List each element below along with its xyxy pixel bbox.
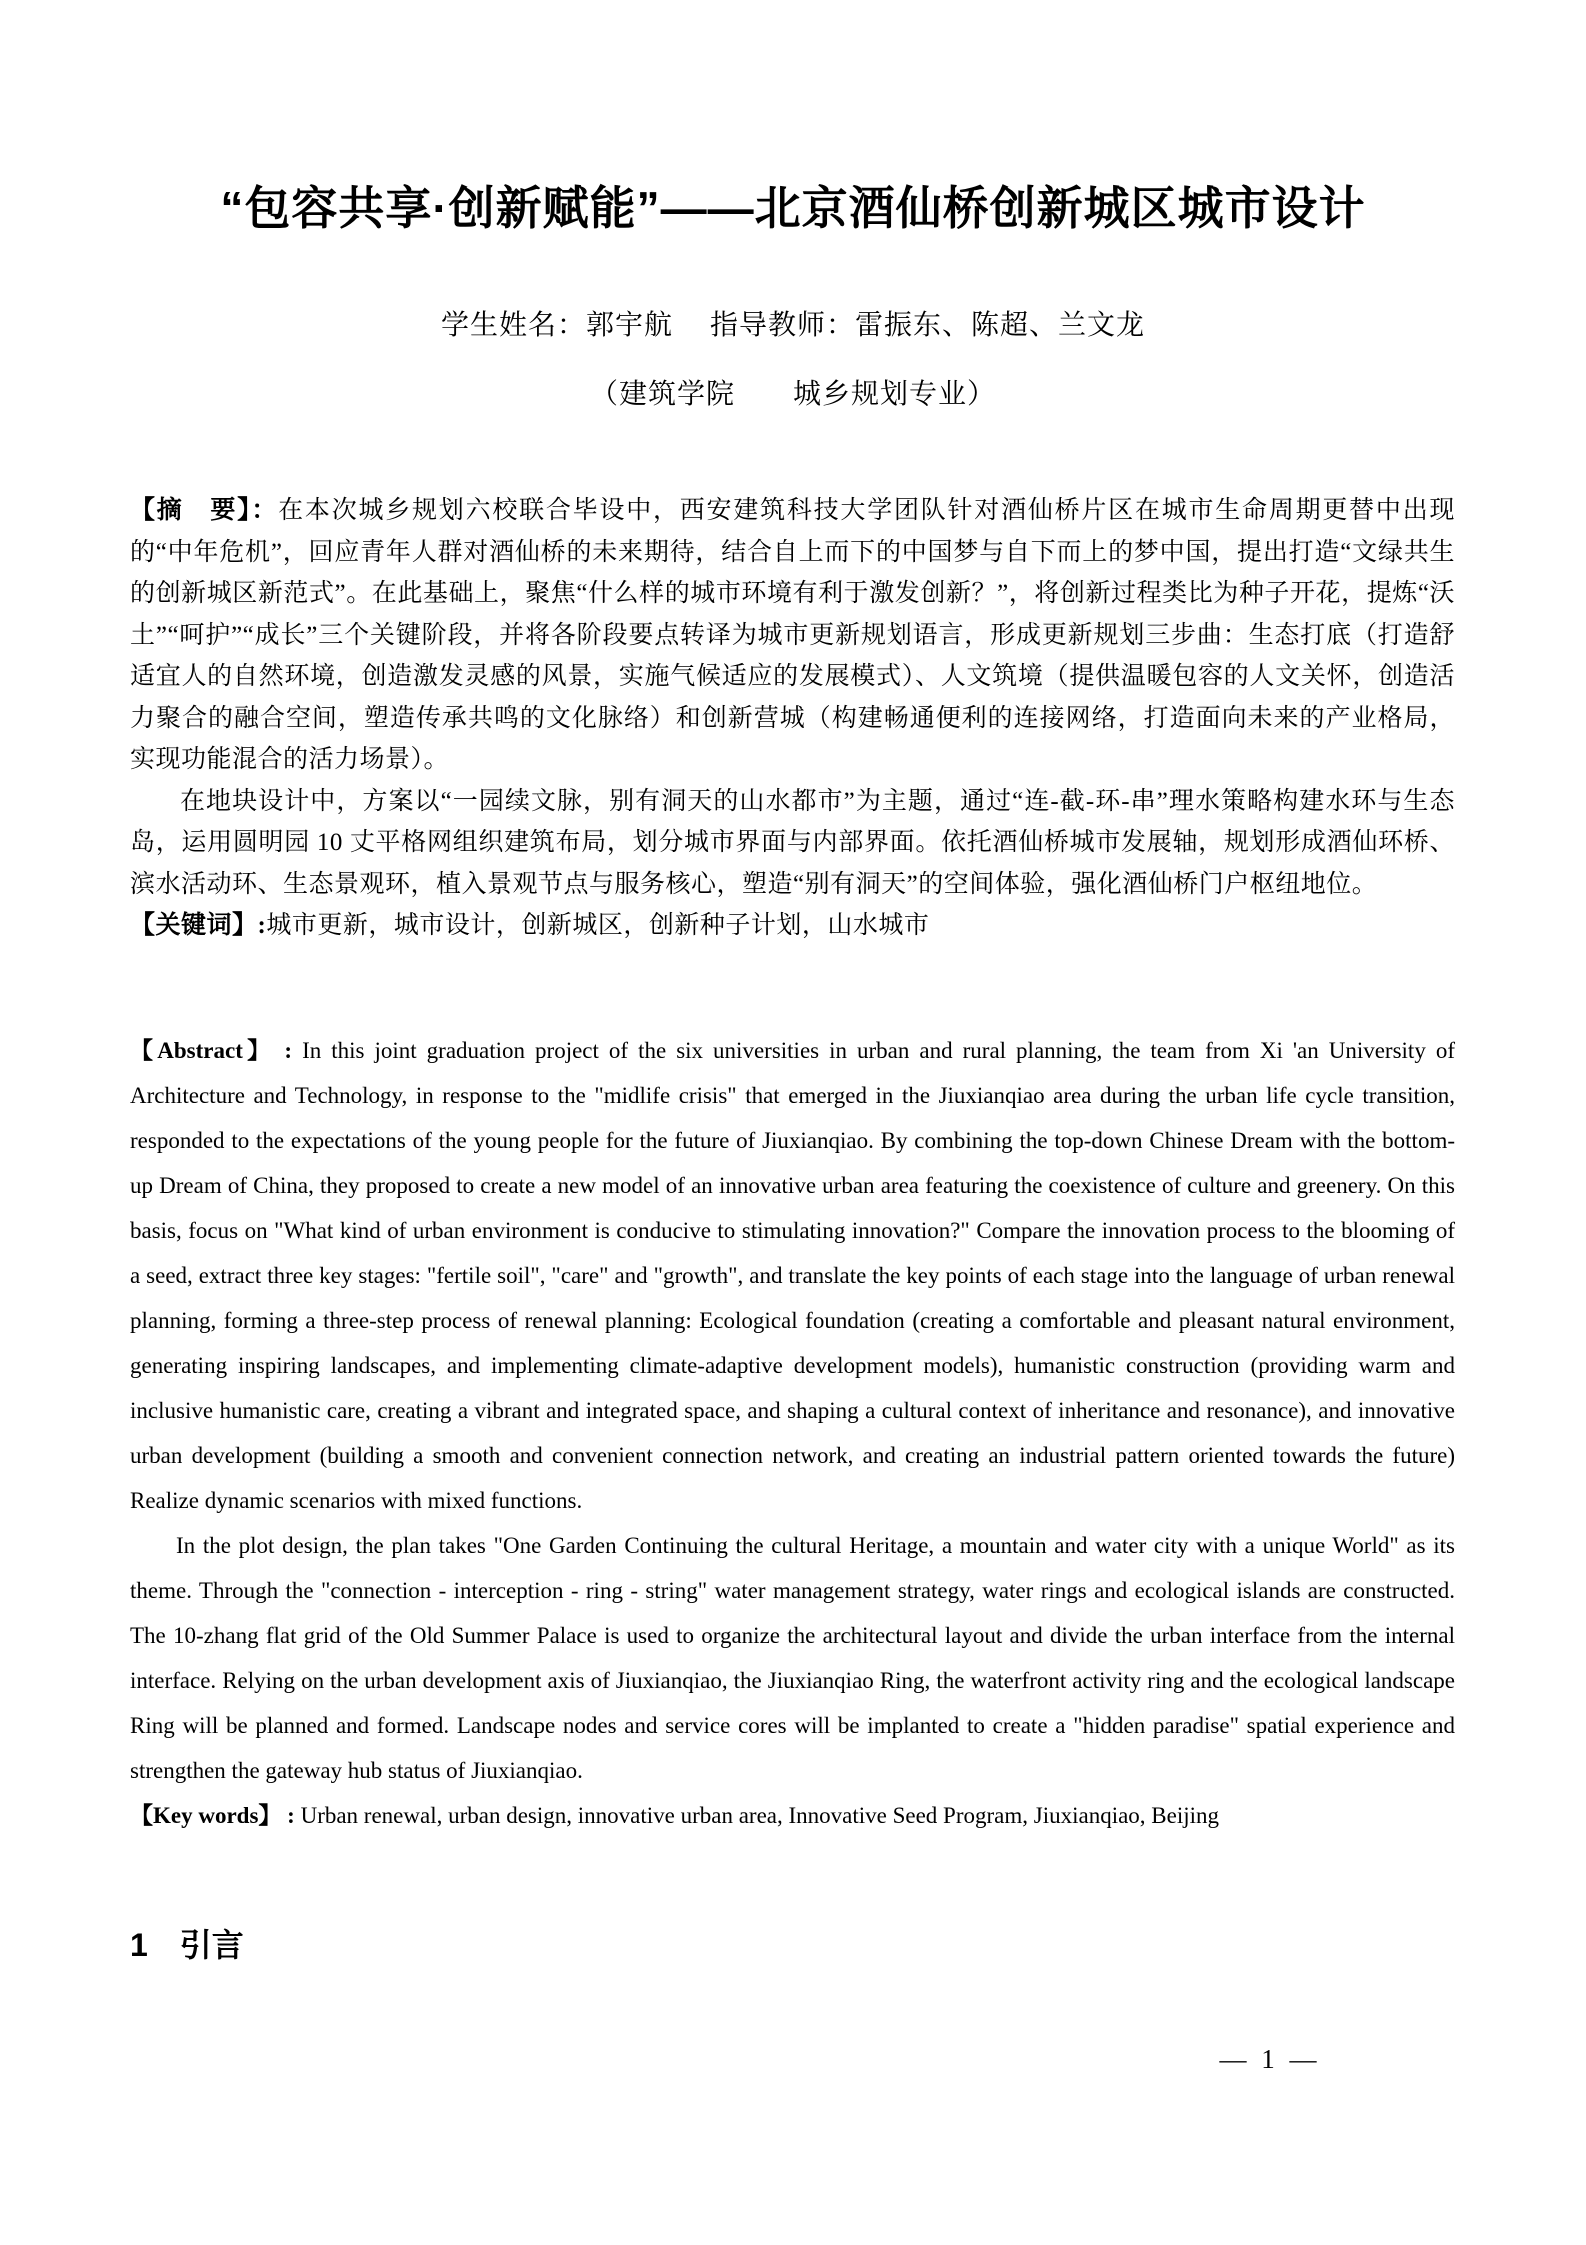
abstract-en-paragraph-2: In the plot design, the plan takes "One Garden Continuing the cultural Heritage, a mountain and water city with a unique World" as its theme. Through the "connection - interception - ring - string" water management strategy, water rings and ecological islands are constructed. The 10-zhang flat grid of the Old Summer Palace is used to organize the architectural layout and divide the urban interface from the internal interface. Relying on the urban development axis of Jiuxianqiao, the Jiuxianqiao Ring, the waterfront activity ring and the ecological landscape Ring will be planned and formed. Landscape nodes and service cores will be implanted to create a "hidden paradise" spatial experience and strengthen the gateway hub status of Jiuxianqiao.: [130, 1533, 1455, 1783]
abstract-en-text-1: In this joint graduation project of the six universities in urban and rural planning, the team from Xi 'an University of Architecture and Technology, in response to the "midlife crisis" that emerged in the Jiuxianqiao area during the urban life cycle transition, responded to the expectations of the young people for the future of Jiuxianqiao. By combining the top-down Chinese Dream with the bottom-up Dream of China, they proposed to create a new model of an innovative urban area featuring the coexistence of culture and greenery. On this basis, focus on "What kind of urban environment is conducive to stimulating innovation?" Compare the innovation process to the blooming of a seed, extract three key stages: "fertile soil", "care" and "growth", and translate the key points of each stage into the language of urban renewal planning, forming a three-step process of renewal planning: Ecological foundation (creating a comfortable and pleasant natural environment, generating inspiring landscapes, and implementing climate-adaptive development models), humanistic construction (providing warm and inclusive humanistic care, creating a vibrant and integrated space, and shaping a cultural context of inheritance and resonance), and innovative urban development (building a smooth and convenient connection network, and creating an industrial pattern oriented towards the future) Realize dynamic scenarios with mixed functions.: [130, 1038, 1456, 1513]
abstract-en-paragraph-1: [130, 1028, 1455, 1523]
page-title: “包容共享·创新赋能”——北京酒仙桥创新城区城市设计: [220, 182, 1366, 234]
abstract-cn-paragraph-2: 在地块设计中，方案以“一园续文脉，别有洞天的山水都市”为主题，通过“连-截-环-串”理水策略构建水环与生态岛，运用圆明园 10 丈平格网组织建筑布局，划分城市界面与内部界面。依托酒仙桥城市发展轴，规划形成酒仙环桥、滨水活动环、生态景观环，植入景观节点与服务核心，塑造“别有洞天”的空间体验，强化酒仙桥门户枢纽地位。: [130, 787, 1455, 898]
abstract-en-label: 【Abstract】 :: [130, 1038, 303, 1063]
student-supervisor-line: 学生姓名：郭宇航 指导教师：雷振东、陈超、兰文龙: [440, 310, 1145, 341]
section-heading-introduction: 1 引言: [130, 1927, 244, 1963]
abstract-cn-text-1: 在本次城乡规划六校联合毕设中，西安建筑科技大学团队针对酒仙桥片区在城市生命周期更替中出现的“中年危机”，回应青年人群对酒仙桥的未来期待，结合自上而下的中国梦与自下而上的梦中国，提出打造“文绿共生的创新城区新范式”。在此基础上，聚焦“什么样的城市环境有利于激发创新？”，将创新过程类比为种子开花，提炼“沃土”“呵护”“成长”三个关键阶段，并将各阶段要点转译为城市更新规划语言，形成更新规划三步曲：生态打底（打造舒适宜人的自然环境，创造激发灵感的风景，实施气候适应的发展模式）、人文筑境（提供温暖包容的人文关怀，创造活力聚合的融合空间，塑造传承共鸣的文化脉络）和创新营城（构建畅通便利的连接网络，打造面向未来的产业格局，实现功能混合的活力场景）。: [130, 497, 1455, 773]
keywords-cn-line: [130, 905, 1455, 947]
abstract-en-section: [130, 1028, 1455, 1838]
keywords-en-line: [130, 1793, 1455, 1838]
abstract-cn-section: [130, 490, 1455, 947]
affiliation-line: （建筑学院 城乡规划专业）: [589, 379, 996, 410]
keywords-cn-label: 【关键词】:: [130, 912, 267, 939]
keywords-cn-text: 城市更新，城市设计，创新城区，创新种子计划，山水城市: [266, 912, 930, 939]
abstract-cn-label: 【摘 要】：: [130, 497, 279, 524]
page-number: — 1 —: [1219, 2044, 1321, 2074]
abstract-cn-paragraph-1: [130, 490, 1455, 781]
keywords-en-label: 【Key words】 :: [130, 1803, 301, 1828]
keywords-en-text: Urban renewal, urban design, innovative urban area, Innovative Seed Program, Jiuxianqiao, Beijing: [300, 1803, 1220, 1828]
